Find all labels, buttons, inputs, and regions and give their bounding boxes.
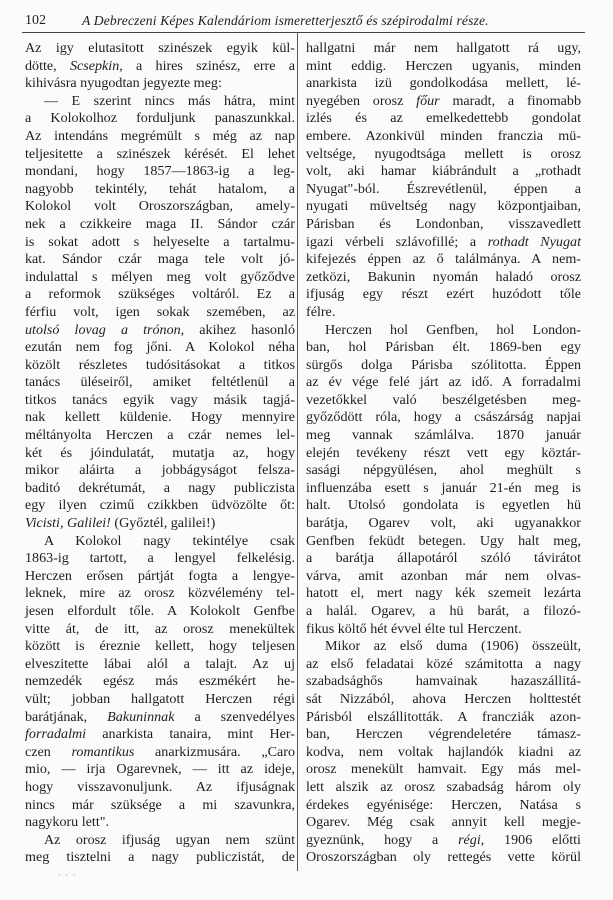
text-line (25, 286, 295, 304)
text-line (306, 251, 581, 269)
text-line (306, 93, 581, 111)
line-text: az első feladatai közé számitotta a nagy (306, 655, 581, 672)
line-text: halt. Utolsó gondolata is egyetlen hü (306, 497, 581, 514)
text-line (25, 832, 295, 850)
line-text: ifjuság egy részt ezért huzódott tőle (306, 286, 581, 303)
text-line (306, 445, 581, 463)
page-header (25, 12, 585, 32)
line-text: a Kolokolhoz forduljunk panaszunkkal. (25, 110, 295, 127)
line-text: győződött róla, hogy a császárság napjai (306, 409, 581, 426)
line-text: mio, — irja Ogarevnek, — itt az ideje, (25, 761, 295, 778)
line-text: mondani, hogy 1857—1863-ig a leg- (25, 163, 295, 180)
line-text: egy ilyen czimű czikkben üdvözölte őt: (25, 497, 295, 514)
line-text: Genfben feküdt betegen. Ugy halt meg, (306, 532, 581, 549)
text-line (25, 568, 295, 586)
text-line (306, 339, 581, 357)
text-line (25, 181, 295, 199)
text-line (306, 656, 581, 674)
line-text: — E szerint nincs más hátra, mint (44, 92, 295, 109)
text-line (25, 744, 295, 762)
text-line (25, 761, 295, 779)
line-text: Nyugat"-ból. Észrevétlenül, éppen a (306, 180, 581, 197)
line-text: Az orosz ifjuság ugyan nem szünt (44, 831, 295, 848)
running-title: A Debreczeni Képes Kalendáriom ismeretterjesztő és szépirodalmi része. (82, 13, 489, 28)
text-line (306, 409, 581, 427)
text-line (25, 40, 295, 58)
italic-emphasis: romantikus (71, 743, 135, 760)
text-line (306, 480, 581, 498)
line-text: nagykoru lett". (25, 814, 110, 831)
column-divider (297, 33, 298, 871)
text-line (25, 497, 295, 515)
text-line (306, 797, 581, 815)
line-text: influenzába esett s január 21-én meg is (306, 479, 581, 496)
line-text: igazi vérbeli szlávofillé; a (306, 233, 488, 250)
text-line (25, 234, 295, 252)
text-line (25, 392, 295, 410)
line-text: nyugati müveltség nagy központjaiban, (306, 198, 581, 215)
italic-emphasis: utolsó lovag a trónon (25, 321, 181, 338)
text-line (306, 286, 581, 304)
text-line (25, 93, 295, 111)
text-line (306, 40, 581, 58)
italic-emphasis: Scsepkin (69, 57, 120, 74)
text-line (25, 709, 295, 727)
line-text-after: maradt, a finomabb (439, 92, 582, 109)
line-text: szabadsághős hamvainak hazaszállitá- (306, 673, 581, 690)
line-text: barátjának, (25, 708, 108, 725)
text-line (306, 691, 581, 709)
line-text: elveszitette lábai alól a talajt. Az uj (25, 655, 295, 672)
line-text: tanács üléseiről, amiket feltétlenül a (25, 374, 295, 391)
text-line (25, 515, 295, 533)
italic-emphasis: főur (416, 92, 440, 109)
text-line (306, 638, 581, 656)
line-text: Mikor az első duma (1906) összeült, (325, 638, 581, 655)
line-text: gyeznünk, hogy a (306, 831, 459, 848)
text-line (25, 198, 295, 216)
text-line (25, 304, 295, 322)
text-line (25, 146, 295, 164)
italic-emphasis: rothadt Nyugat (487, 233, 581, 250)
line-text: indulattal s mélyen meg volt győződve (25, 268, 295, 285)
line-text-after: , akihez hasonló (180, 321, 295, 338)
text-line (306, 849, 581, 867)
line-text: mint eddig. Herczen ugyanis, minden (306, 57, 581, 74)
text-line (25, 409, 295, 427)
italic-emphasis: forradalmi (25, 726, 87, 743)
text-line (306, 744, 581, 762)
text-line (25, 480, 295, 498)
line-text: a halál. Ogarev, a hü barát, a filozó- (306, 603, 581, 619)
line-text: Herczen erősen pártját fogta a lengye- (25, 567, 295, 584)
text-line (306, 58, 581, 76)
line-text: férfiu volt, igen sokak szemében, az (25, 303, 295, 320)
text-line (306, 673, 581, 691)
line-text: nyegében orosz (306, 92, 417, 109)
line-text: érdekes egyénisége: Herczen, Natása s (306, 796, 581, 813)
line-text: az év vége felé járt az idő. A forradalmi (306, 374, 581, 391)
text-line (25, 849, 295, 867)
line-text: a reformok szükséges voltáról. Ez a (25, 286, 295, 303)
text-line (306, 515, 581, 533)
left-column (25, 40, 295, 867)
italic-emphasis: Bakuninnak (107, 708, 175, 725)
line-text: embere. Azonkivül minden franczia mü- (306, 127, 581, 144)
text-line (306, 568, 581, 586)
line-text: nincs már szüksége a mi szavunkra, (25, 796, 295, 813)
header-rule (22, 32, 585, 33)
text-line (25, 691, 295, 709)
text-line (25, 673, 295, 691)
text-line (25, 128, 295, 146)
text-line (25, 269, 295, 287)
line-text: között is éreznie kellett, hogy teljesen (25, 638, 295, 655)
line-text: titkos tanács egyik vagy másik tagjá- (25, 391, 295, 408)
line-text: a barátja állapotáról szóló távirátot (306, 550, 581, 567)
line-text: izlés és az emelkedettebb gondolat (306, 110, 581, 127)
line-text: orosz menekült hamvait. Egy más mel- (306, 761, 581, 778)
page-number: 102 (25, 13, 46, 28)
text-line (25, 462, 295, 480)
right-column (306, 40, 581, 867)
line-text: baditó dekrétumát, a nagy publiczista (25, 479, 295, 496)
text-line (25, 533, 295, 551)
line-text: Kolokol volt Oroszországban, amely- (25, 198, 295, 215)
text-line (306, 216, 581, 234)
text-line (306, 75, 581, 93)
line-text: sát Nizzából, ahova Herczen holttestét (306, 690, 581, 707)
text-line (306, 621, 581, 639)
line-text: vitte át, de itt, az orosz menekültek (25, 620, 295, 637)
line-text: Az igy elutasitott szinészek egyik kül- (25, 40, 295, 56)
line-text: fikus költő hét évvel élte tul Herczent. (306, 620, 522, 637)
line-text: hatott el, mert nagy kék szemeit lezárta (306, 585, 581, 602)
line-text: kihivásra nyugodtan jegyezte meg: (25, 75, 222, 92)
line-text: nemzedék egész más eszmékért he- (25, 673, 295, 690)
text-line (306, 726, 581, 744)
line-text: kat. Sándor czár maga tele volt jó- (25, 251, 295, 268)
line-text-after: a szenvedélyes (174, 708, 296, 725)
text-line (25, 638, 295, 656)
text-line (306, 462, 581, 480)
line-text: vezetőkkel való beszélgetésben meg- (306, 391, 581, 408)
line-text-after: , 1906 előtti (480, 831, 581, 848)
text-line (306, 198, 581, 216)
text-line (25, 374, 295, 392)
text-line (25, 216, 295, 234)
text-line (25, 251, 295, 269)
line-text: Herczen hol Genfben, hol London- (325, 321, 581, 338)
text-line (306, 110, 581, 128)
line-text: várva, amit azonban már nem olvas- (306, 567, 581, 584)
line-text: ezután nem fog jőni. A Kolokol néha (25, 339, 295, 356)
text-line (306, 779, 581, 797)
line-text: nak kellett küldenie. Hogy mennyire (25, 409, 295, 426)
line-text: anarkista izü gondolkodása mellett, lé- (306, 75, 581, 92)
text-line (306, 181, 581, 199)
text-line (306, 234, 581, 252)
text-line (25, 779, 295, 797)
line-text: kodva, nem voltak hajlandók kiadni az (306, 743, 581, 760)
line-text: meg vannak számlálva. 1870 január (306, 427, 581, 444)
line-text: két és jóindulatát, mutatja az, hogy (25, 444, 295, 461)
text-line (25, 110, 295, 128)
line-text: Az intendáns megrémült s még az nap (25, 127, 295, 144)
line-text: mikor aláirta a jobbágyságot felsza- (25, 462, 295, 479)
line-text: volt, aki hamar kiábrándult a „rothadt (306, 163, 581, 180)
line-text-after: anarkista tanaira, mint Her- (86, 726, 295, 743)
line-text: hogy visszavonuljunk. Az ifjuságnak (25, 778, 295, 795)
text-line (306, 427, 581, 445)
text-line (306, 357, 581, 375)
text-line (25, 621, 295, 639)
line-text: barátja, Ogarev volt, aki ugyanakkor (306, 515, 581, 532)
line-text: közölt részletes tudósitásokat a titkos (25, 356, 295, 373)
line-text: elején tevékeny részt vett egy köztár- (306, 444, 581, 461)
line-text: meg tisztelni a nagy publiczistát, de (25, 849, 295, 866)
text-line (306, 550, 581, 568)
line-text: Párisban és Londonban, visszavedlett (306, 215, 581, 232)
text-line (25, 58, 295, 76)
text-line (25, 357, 295, 375)
line-text: vült; jobban hallgatott Herczen régi (25, 690, 295, 707)
text-line (306, 304, 581, 322)
line-text: Párisból elszállitották. A francziák azon- (306, 708, 581, 725)
line-text: veltsége, nyugodtsága mellett is orosz (306, 145, 581, 162)
text-line (306, 269, 581, 287)
text-line (25, 427, 295, 445)
text-line (25, 322, 295, 340)
text-line (25, 339, 295, 357)
text-line (25, 656, 295, 674)
line-text: Ogarev. Még csak annyit kell megje- (306, 814, 581, 831)
line-text: leknek, mire az orosz közvélemény tel- (25, 585, 295, 602)
line-text: zetközi, Bakunin nyomán haladó orosz (306, 268, 581, 285)
line-text: félre. (306, 303, 336, 320)
text-line (306, 533, 581, 551)
line-text: dötte, (25, 57, 70, 74)
text-line (306, 392, 581, 410)
text-line (306, 497, 581, 515)
text-line (306, 761, 581, 779)
line-text: méltányolta Herczen a czár nemes lel- (25, 427, 295, 444)
line-text: lett alszik az orosz szabadság három oly (306, 778, 581, 795)
text-line (306, 603, 581, 621)
text-line (25, 163, 295, 181)
text-line (25, 603, 295, 621)
line-text: sürgős dolga Párisba szólitotta. Éppen (306, 356, 581, 373)
text-line (25, 726, 295, 744)
text-line (306, 709, 581, 727)
line-text: jesen elfordult tőle. A Kolokolt Genfbe (25, 603, 295, 619)
text-line (25, 75, 295, 93)
text-line (306, 832, 581, 850)
line-text: is sokat adott s helyeselte a tartalmu- (25, 233, 295, 250)
line-text: Oroszországban oly rettegés vette körül (306, 849, 581, 866)
italic-emphasis: régi (458, 831, 481, 848)
line-text: ban, hol Párisban élt. 1869-ben egy (306, 339, 581, 356)
line-text-after: (Győztél, galilei!) (110, 515, 216, 532)
text-line (306, 585, 581, 603)
line-text: kifejezés éppen az ő találmánya. A nem- (306, 251, 581, 268)
line-text-after: anarkizmusára. „Caro (134, 743, 296, 760)
line-text: teljesitette a szinészek kérését. El lehet (25, 145, 295, 162)
text-line (306, 163, 581, 181)
line-text: A Kolokol nagy tekintélye csak (44, 532, 295, 549)
text-line (25, 814, 295, 832)
line-text: nek a czikkeire maga II. Sándor czár (25, 215, 295, 232)
line-text: hallgatni már nem hallgatott rá ugy, (306, 40, 581, 56)
text-line (306, 128, 581, 146)
line-text: sasági népgyülésen, ahol meghült s (306, 462, 581, 479)
text-line (306, 374, 581, 392)
line-text: nagyobb tekintély, tehát hatalom, a (25, 180, 295, 197)
italic-emphasis: Vicisti, Galilei! (25, 515, 111, 532)
line-text: czen (25, 743, 72, 760)
line-text: ban, Herczen végrendeletére támasz- (306, 726, 581, 743)
text-line (25, 445, 295, 463)
text-line (306, 322, 581, 340)
text-line (25, 550, 295, 568)
text-line (306, 814, 581, 832)
trailing-marks: · · · (58, 870, 77, 880)
line-text-after: , a hires szinész, erre a (119, 57, 296, 74)
text-line (25, 585, 295, 603)
text-line (25, 797, 295, 815)
line-text: 1863-ig tartott, a lengyel felkelésig. (25, 550, 295, 567)
text-line (306, 146, 581, 164)
